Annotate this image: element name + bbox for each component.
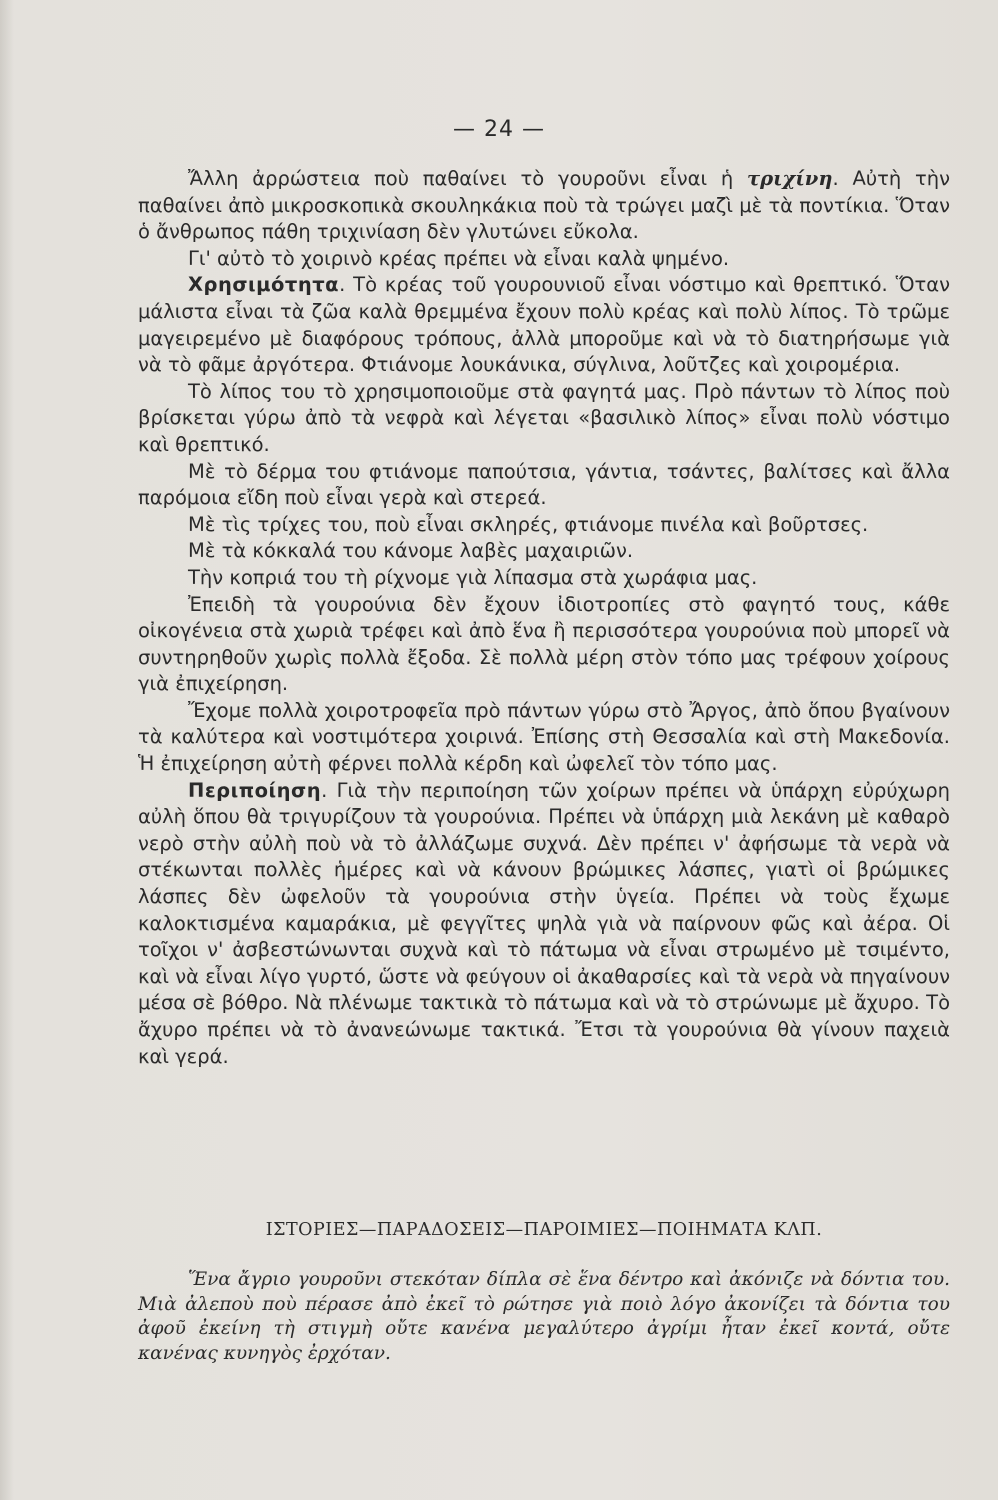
paragraph-cooking: Γι' αὐτὸ τὸ χοιρινὸ κρέας πρέπει νὰ εἶναι καλὰ ψημένο. <box>188 246 730 270</box>
paragraph-fat: Τὸ λίπος του τὸ χρησιμοποιοῦμε στὰ φαγητά μας. Πρὸ πάντων τὸ λίπος ποὺ βρίσκεται γύρω ἀπὸ τὰ νεφρὰ καὶ λέγεται «βασιλικὸ λίπος» εἶναι πολὺ νόστιμο καὶ θρεπτικό. <box>138 379 950 456</box>
story-text <box>138 1268 950 1366</box>
paragraph-text: . Αὐτὴ τὴν παθαίνει ἀπὸ μικροσκοπικὰ σκουληκάκια ποὺ τὰ τρώγει μαζὶ μὲ τὰ ποντίκια. Ὅταν ὁ ἄνθρωπος πάθη τριχινίαση δὲν γλυτώνει εὔκολα. <box>138 167 950 244</box>
term-trichini: τριχίνη <box>747 167 833 190</box>
paragraph-bones: Μὲ τὰ κόκκαλά του κάνομε λαβὲς μαχαιριῶν. <box>188 539 634 563</box>
story-paragraph: Ἕνα ἄγριο γουροῦνι στεκόταν δίπλα σὲ ἕνα δέντρο καὶ ἀκόνιζε νὰ δόντια του. Μιὰ ἀλεποὺ ποὺ πέρασε ἀπὸ ἐκεῖ τὸ ρώτησε γιὰ ποιὸ λόγο ἀκονίζει τὰ δόντια του ἀφοῦ ἐκείνη τὴ στιγμὴ οὔτε κανένα μεγαλύτερο ἀγρίμι ἦταν ἐκεῖ κοντά, οὔτε κανένας κυνηγὸς ἐρχόταν. <box>138 1269 950 1364</box>
paragraph-text: Ἄλλη ἀρρώστεια ποὺ παθαίνει τὸ γουροῦνι εἶναι ἡ <box>188 167 748 190</box>
paragraph-trichinosis <box>138 166 950 246</box>
paragraph-farms: Ἔχομε πολλὰ χοιροτροφεῖα πρὸ πάντων γύρω στὸ Ἄργος, ἀπὸ ὅπου βγαίνουν τὰ καλύτερα καὶ νοστιμότερα χοιρινά. Ἐπίσης στὴ Θεσσαλία καὶ στὴ Μακεδονία. Ἡ ἐπιχείρηση αὐτὴ φέρνει πολλὰ κέρδη καὶ ὠφελεῖ τὸν τόπο μας. <box>138 698 950 776</box>
heading-usefulness: Χρησιμότητα <box>188 273 340 297</box>
section-title: ΙΣΤΟΡΙΕΣ—ΠΑΡΑΔΟΣΕΙΣ—ΠΑΡΟΙΜΙΕΣ—ΠΟΙΗΜΑΤΑ ΚΛΠ. <box>265 1220 823 1240</box>
paragraph-usefulness <box>138 272 950 378</box>
paragraph-skin: Μὲ τὸ δέρμα του φτιάνομε παπούτσια, γάντια, τσάντες, βαλίτσες καὶ ἄλλα παρόμοια εἴδη ποὺ εἶναι γερὰ καὶ στερεά. <box>138 459 950 510</box>
paragraph-text: . Γιὰ τὴν περιποίηση τῶν χοίρων πρέπει νὰ ὑπάρχη εὐρύχωρη αὐλὴ ὅπου θὰ τριγυρίζουν τὰ γουρούνια. Πρέπει νὰ ὑπάρχη μιὰ λεκάνη μὲ καθαρὸ νερὸ στὴν αὐλὴ ποὺ νὰ τὸ ἀλλάζωμε συχνά. Δὲν πρέπει ν' ἀφήσωμε τὰ νερὰ νὰ στέκωνται πολλὲς ἡμέρες καὶ νὰ κάνουν βρώμικες λάσπες, γιατὶ οἱ βρώμικες λάσπες δὲν ὠφελοῦν τὰ γουρούνια στὴν ὑγεία. Πρέπει νὰ τοὺς ἔχωμε καλοκτισμένα καμαράκια, μὲ φεγγῖτες ψηλὰ γιὰ νὰ παίρνουν φῶς καὶ ἀέρα. Οἱ τοῖχοι ν' ἀσβεστώνωνται συχνὰ καὶ τὸ πάτωμα νὰ εἶναι στρωμένο μὲ τσιμέντο, καὶ νὰ εἶναι λίγο γυρτό, ὥστε νὰ φεύγουν οἱ ἀκαθαρσίες καὶ τὰ νερὰ νὰ πηγαίνουν μέσα σὲ βόθρο. Νὰ πλένωμε τακτικὰ τὸ πάτωμα καὶ νὰ τὸ στρώνωμε μὲ ἄχυρο. Τὸ ἄχυρο πρέπει νὰ τὸ ἀνανεώνωμε τακτικά. Ἔτσι τὰ γουρούνια θὰ γίνουν παχειὰ καὶ γερά. <box>138 778 950 1068</box>
paragraph-villages: Ἐπειδὴ τὰ γουρούνια δὲν ἔχουν ἰδιοτροπίες στὸ φαγητό τους, κάθε οἰκογένεια στὰ χωριὰ τρέφει καὶ ἀπὸ ἕνα ἢ περισσότερα γουρούνια ποὺ μπορεῖ νὰ συντηρηθοῦν χωρὶς πολλὰ ἔξοδα. Σὲ πολλὰ μέρη στὸν τόπο μας τρέφουν χοίρους γιὰ ἐπιχείρηση. <box>138 592 950 696</box>
paragraph-text: . Τὸ κρέας τοῦ γουρουνιοῦ εἶναι νόστιμο καὶ θρεπτικό. Ὅταν μάλιστα εἶναι τὰ ζῶα καλὰ θρεμμένα ἔχουν πολὺ κρέας καὶ πολὺ λίπος. Τὸ τρῶμε μαγειρεμένο μὲ διαφόρους τρόπους, ἀλλὰ μποροῦμε καὶ νὰ τὸ διατηρήσωμε γιὰ νὰ τὸ φᾶμε ἀργότερα. Φτιάνομε λουκάνικα, σύγλινα, λοῦτζες καὶ χοιρομέρια. <box>138 273 950 377</box>
page-number: — 24 — <box>453 117 545 142</box>
heading-care: Περιποίηση <box>188 778 322 802</box>
paragraph-care <box>138 778 950 1071</box>
paragraph-manure: Τὴν κοπριά του τὴ ρίχνομε γιὰ λίπασμα στὰ χωράφια μας. <box>188 565 758 589</box>
main-text <box>138 166 950 1070</box>
paragraph-bristles: Μὲ τὶς τρίχες του, ποὺ εἶναι σκληρές, φτιάνομε πινέλα καὶ βοῦρτσες. <box>188 512 869 536</box>
